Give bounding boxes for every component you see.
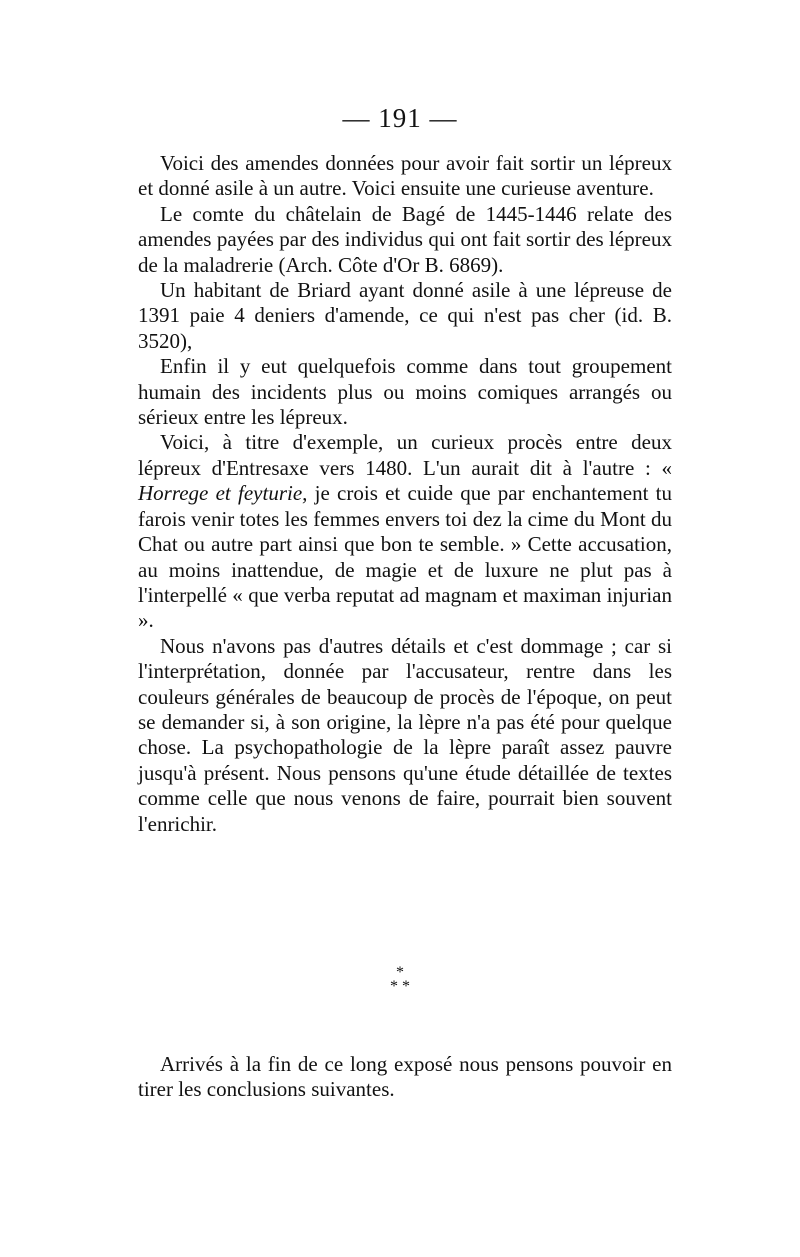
quote-paragraph <box>138 430 672 633</box>
paragraph: Voici des amendes données pour avoir fait sortir un lépreux et donné asile à un autre. Voici ensuite une curieuse aventure. <box>138 151 672 201</box>
paragraph: Un habitant de Briard ayant donné asile à une lépreuse de 1391 paie 4 deniers d'amende, ce qui n'est pas cher (id. B. 3520), <box>138 278 672 353</box>
quote-italic-text: Horrege et feyturie, <box>138 481 308 506</box>
closing-paragraph: Nous n'avons pas d'autres détails et c'est dommage ; car si l'interprétation, donnée par l'accusateur, rentre dans les couleurs générales de beaucoup de procès de l'époque, on peut se demander si, à son origine, la lèpre n'a pas été pour quelque chose. La psychopathologie de la lèpre paraît assez pauvre jusqu'à présent. Nous pensons qu'une étude détaillée de textes comme celle que nous venons de faire, pourrait bien souvent l'enrichir. <box>138 633 672 836</box>
section-separator <box>0 966 800 994</box>
conclusion-paragraph: Arrivés à la fin de ce long exposé nous pensons pouvoir en tirer les conclusions suivantes. <box>138 1052 672 1102</box>
quote-lead-text: Voici, à titre d'exemple, un curieux procès entre deux lépreux d'Entresaxe vers 1480. L'un aurait dit à l'autre : « <box>138 430 672 480</box>
separator-bottom-stars: * * <box>390 978 410 995</box>
quote-rest-text: je crois et cuide que par enchantement tu farois venir totes les femmes envers toi dez la cime du Mont du Chat ou autre part ainsi que bon te semble. » Cette accusation, au moins inattendue, de magie et de luxure ne plut pas à l'interpellé « que verba reputat ad magnam et maximan injurian ». <box>138 481 673 633</box>
main-text <box>138 151 672 837</box>
page-number: — 191 — <box>342 103 458 133</box>
conclusion-text <box>138 1052 672 1103</box>
paragraph: Enfin il y eut quelquefois comme dans tout groupement humain des incidents plus ou moins comiques arrangés ou sérieux entre les lépreux. <box>138 354 672 430</box>
paragraph: Le comte du châtelain de Bagé de 1445-1446 relate des amendes payées par des individus qui ont fait sortir des lépreux de la maladrerie (Arch. Côte d'Or B. 6869). <box>138 201 672 277</box>
separator-top-star: * <box>396 964 404 981</box>
